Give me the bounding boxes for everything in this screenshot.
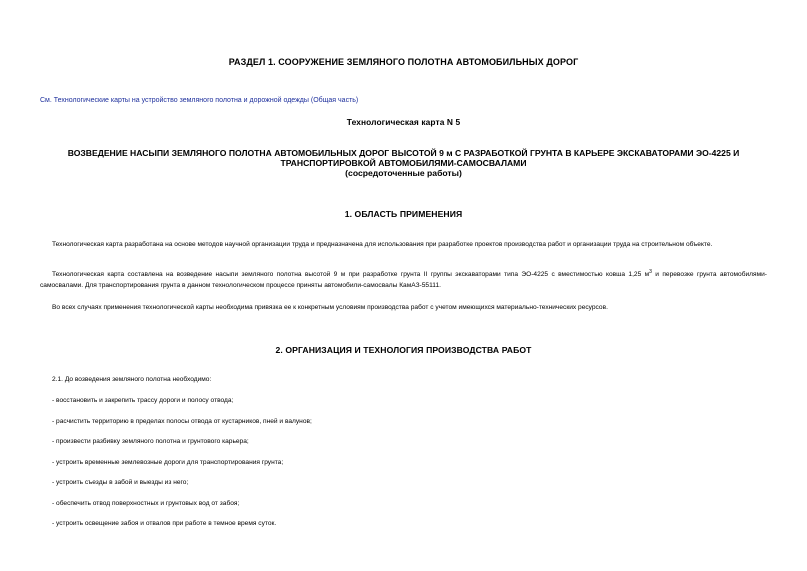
reference-link[interactable]: См. Технологические карты на устройство земляного полотна и дорожной одежды (Общая часть)	[40, 97, 359, 104]
section-title: РАЗДЕЛ 1. СООРУЖЕНИЕ ЗЕМЛЯНОГО ПОЛОТНА АВТОМОБИЛЬНЫХ ДОРОГ	[228, 57, 579, 67]
list-item: - расчистить территорию в пределах полосы отвода от кустарников, пней и валунов;	[52, 418, 312, 425]
main-title	[0, 148, 807, 178]
cubic-superscript: 3	[649, 268, 652, 275]
scope-paragraph-1: Технологическая карта разработана на основе методов научной организации труда и предназначена для использования при разработке проектов производства работ и организации труда на строительном объекте.	[52, 241, 713, 248]
main-title-line-3: (сосредоточенные работы)	[345, 168, 462, 178]
scope-paragraph-2-start: Технологическая карта составлена на возведение насыпи земляного полотна высотой 9 м при разработке грунта II группы экскаваторами типа ЭО-4225 с вместимостью ковша 1,25 м	[52, 271, 650, 278]
scope-paragraph-3: Во всех случаях применения технологической карты необходима привязка ее к конкретным условиям производства работ с учетом имеющихся материально-технических ресурсов.	[52, 304, 608, 311]
card-number: Технологическая карта N 5	[346, 117, 461, 127]
organization-heading: 2. ОРГАНИЗАЦИЯ И ТЕХНОЛОГИЯ ПРОИЗВОДСТВА РАБОТ	[275, 345, 532, 355]
list-item: - устроить освещение забоя и отвалов при работе в темное время суток.	[52, 520, 277, 527]
list-item: - устроить временные землевозные дороги для транспортирования грунта;	[52, 459, 284, 466]
scope-heading: 1. ОБЛАСТЬ ПРИМЕНЕНИЯ	[344, 209, 463, 219]
list-item: - обеспечить отвод поверхностных и грунтовых вод от забоя;	[52, 500, 240, 507]
main-title-line-2: ТРАНСПОРТИРОВКОЙ АВТОМОБИЛЯМИ-САМОСВАЛАМИ	[280, 158, 527, 168]
scope-paragraph-2	[40, 269, 767, 291]
scope-paragraph-2-end: и перевозке грунта автомобилями-самосвалами. Для транспортирования грунта в данном технологическом процессе приняты автомобили-самосвалы КамАЗ-55111.	[40, 271, 767, 289]
list-item: - восстановить и закрепить трассу дороги и полосу отвода;	[52, 397, 234, 404]
main-title-line-1: ВОЗВЕДЕНИЕ НАСЫПИ ЗЕМЛЯНОГО ПОЛОТНА АВТОМОБИЛЬНЫХ ДОРОГ ВЫСОТОЙ 9 м С РАЗРАБОТКОЙ ГРУНТА В КАРЬЕРЕ ЭКСКАВАТОРАМИ ЭО-4225 И	[67, 148, 740, 158]
list-item: - произвести разбивку земляного полотна и грунтового карьера;	[52, 438, 249, 445]
organization-intro: 2.1. До возведения земляного полотна необходимо:	[52, 376, 212, 383]
list-item: - устроить съезды в забой и выезды из него;	[52, 479, 189, 486]
